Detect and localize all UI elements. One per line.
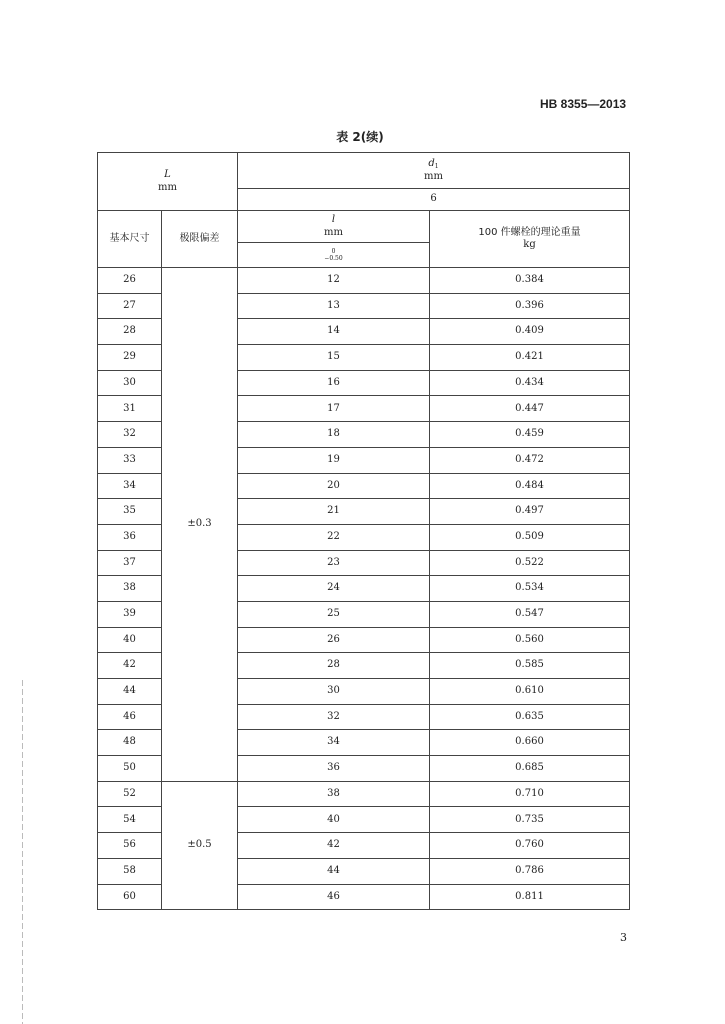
cell-basic-size: 27	[98, 293, 162, 319]
cell-basic-size: 56	[98, 833, 162, 859]
cell-basic-size: 28	[98, 319, 162, 345]
cell-basic-size: 29	[98, 345, 162, 371]
cell-l-length: 30	[238, 679, 430, 705]
header-l	[238, 211, 430, 243]
bolt-weight-table	[97, 152, 630, 910]
cell-weight: 0.811	[430, 884, 630, 910]
cell-weight: 0.547	[430, 601, 630, 627]
cell-tolerance-group: ±0.3	[162, 268, 238, 782]
cell-weight: 0.660	[430, 730, 630, 756]
cell-l-length: 38	[238, 781, 430, 807]
cell-weight: 0.560	[430, 627, 630, 653]
l-symbol: l	[331, 214, 336, 225]
cell-l-length: 14	[238, 319, 430, 345]
cell-l-length: 21	[238, 499, 430, 525]
cell-weight: 0.421	[430, 345, 630, 371]
cell-basic-size: 52	[98, 781, 162, 807]
cell-basic-size: 31	[98, 396, 162, 422]
cell-l-length: 36	[238, 756, 430, 782]
document-code: HB 8355—2013	[540, 97, 627, 111]
cell-l-length: 12	[238, 268, 430, 294]
cell-basic-size: 50	[98, 756, 162, 782]
cell-weight: 0.434	[430, 370, 630, 396]
d-symbol: d	[428, 158, 435, 169]
cell-weight: 0.497	[430, 499, 630, 525]
cell-l-length: 40	[238, 807, 430, 833]
cell-weight: 0.459	[430, 422, 630, 448]
cell-weight: 0.735	[430, 807, 630, 833]
cell-basic-size: 46	[98, 704, 162, 730]
cell-weight: 0.472	[430, 447, 630, 473]
table-title: 表 2(续)	[336, 130, 384, 144]
cell-l-length: 15	[238, 345, 430, 371]
weight-label: 100 件螺栓的理论重量	[478, 226, 581, 238]
cell-weight: 0.522	[430, 550, 630, 576]
cell-weight: 0.786	[430, 858, 630, 884]
cell-weight: 0.710	[430, 781, 630, 807]
table-row	[98, 781, 630, 807]
cell-basic-size: 60	[98, 884, 162, 910]
cell-l-length: 23	[238, 550, 430, 576]
cell-basic-size: 42	[98, 653, 162, 679]
cell-weight: 0.409	[430, 319, 630, 345]
cell-weight: 0.396	[430, 293, 630, 319]
cell-l-length: 16	[238, 370, 430, 396]
l-tolerance-upper: 0	[331, 247, 336, 255]
d-subscript: 1	[434, 163, 439, 170]
cell-basic-size: 58	[98, 858, 162, 884]
cell-weight: 0.484	[430, 473, 630, 499]
cell-weight: 0.447	[430, 396, 630, 422]
cell-weight: 0.585	[430, 653, 630, 679]
cell-basic-size: 30	[98, 370, 162, 396]
cell-l-length: 46	[238, 884, 430, 910]
cell-l-length: 22	[238, 524, 430, 550]
cell-l-length: 34	[238, 730, 430, 756]
cell-weight: 0.635	[430, 704, 630, 730]
cell-l-length: 25	[238, 601, 430, 627]
cell-l-length: 32	[238, 704, 430, 730]
cell-basic-size: 38	[98, 576, 162, 602]
cell-basic-size: 39	[98, 601, 162, 627]
cell-weight: 0.509	[430, 524, 630, 550]
cell-tolerance-group: ±0.5	[162, 781, 238, 909]
page-number: 3	[620, 931, 627, 944]
cell-l-length: 17	[238, 396, 430, 422]
l-tolerance	[238, 243, 430, 268]
cell-basic-size: 48	[98, 730, 162, 756]
cell-basic-size: 40	[98, 627, 162, 653]
l-tolerance-lower: −0.50	[324, 255, 343, 262]
cell-weight: 0.685	[430, 756, 630, 782]
col-tolerance: 极限偏差	[162, 211, 238, 268]
cell-basic-size: 44	[98, 679, 162, 705]
cell-basic-size: 54	[98, 807, 162, 833]
cell-weight: 0.384	[430, 268, 630, 294]
cell-basic-size: 35	[98, 499, 162, 525]
L-unit: mm	[158, 181, 177, 193]
header-weight	[430, 211, 630, 268]
l-unit: mm	[324, 226, 343, 238]
table-row	[98, 268, 630, 294]
cell-basic-size: 26	[98, 268, 162, 294]
cell-l-length: 24	[238, 576, 430, 602]
cell-l-length: 44	[238, 858, 430, 884]
cell-weight: 0.534	[430, 576, 630, 602]
col-basic-size: 基本尺寸	[98, 211, 162, 268]
cell-l-length: 26	[238, 627, 430, 653]
header-d1	[238, 153, 630, 189]
cell-weight: 0.760	[430, 833, 630, 859]
binding-margin-line	[22, 680, 23, 1024]
d-unit: mm	[424, 170, 443, 182]
L-symbol: L	[164, 169, 171, 180]
d-value: 6	[238, 189, 630, 211]
cell-l-length: 13	[238, 293, 430, 319]
cell-basic-size: 34	[98, 473, 162, 499]
cell-basic-size: 36	[98, 524, 162, 550]
cell-l-length: 18	[238, 422, 430, 448]
weight-unit: kg	[523, 239, 536, 250]
cell-l-length: 42	[238, 833, 430, 859]
cell-l-length: 20	[238, 473, 430, 499]
cell-l-length: 28	[238, 653, 430, 679]
cell-l-length: 19	[238, 447, 430, 473]
cell-weight: 0.610	[430, 679, 630, 705]
cell-basic-size: 37	[98, 550, 162, 576]
cell-basic-size: 32	[98, 422, 162, 448]
header-L	[98, 153, 238, 211]
cell-basic-size: 33	[98, 447, 162, 473]
